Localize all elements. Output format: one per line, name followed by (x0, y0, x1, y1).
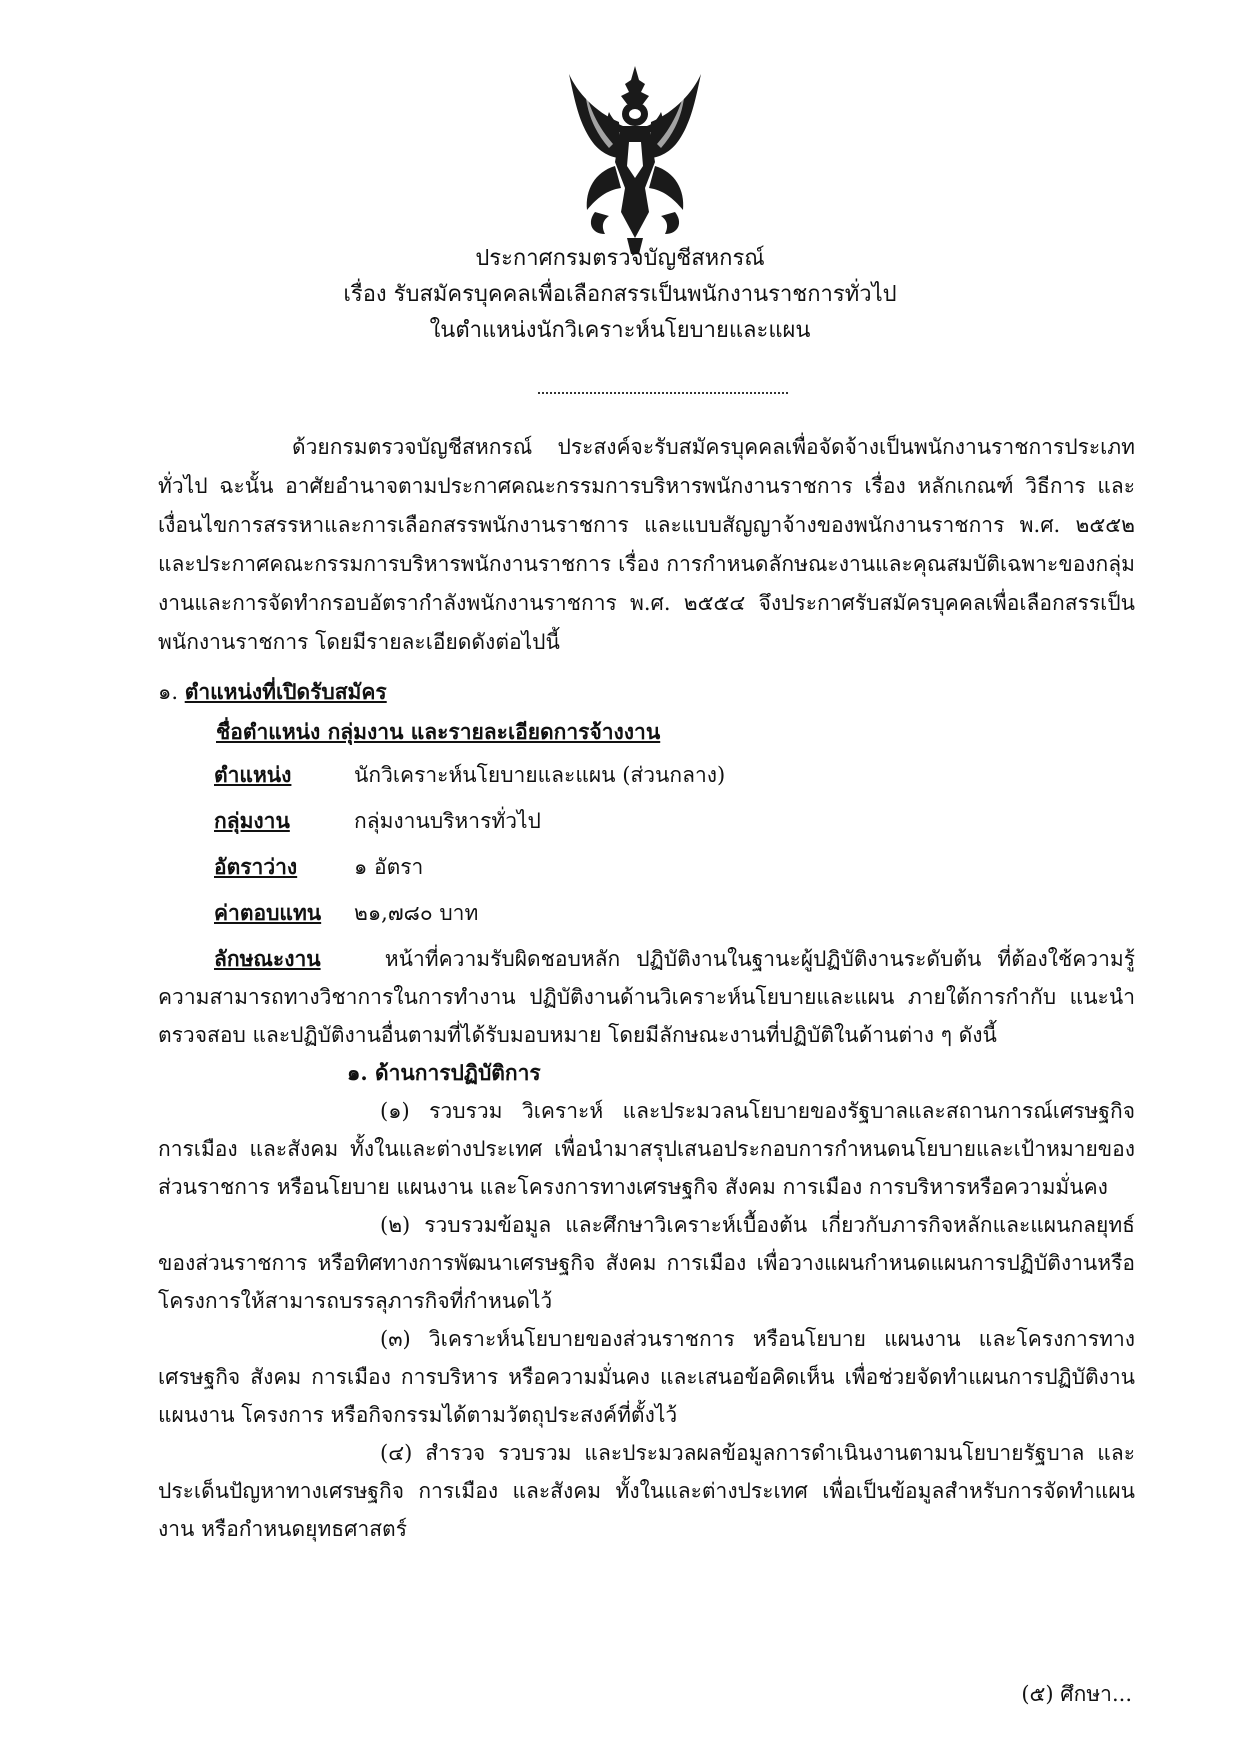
announcement-position: ในตำแหน่งนักวิเคราะห์นโยบายและแผน (429, 318, 811, 343)
field-label: กลุ่มงาน (214, 808, 290, 833)
garuda-emblem (565, 62, 705, 258)
field-salary (190, 890, 1135, 936)
duty-text: หน้าที่ความรับผิดชอบหลัก ปฏิบัติงานในฐานะผู้ปฏิบัติงานระดับต้น ที่ต้องใช้ความรู้ ความสามารถทางวิชาการในการทำงาน ปฏิบัติงานด้านวิเคราะห์นโยบายและแผน ภายใต้การกำกับ แนะนำ ตรวจสอบ และปฏิบัติงานอื่นตามที่ได้รับมอบหมาย โดยมีลักษณะงานที่ปฏิบัติในด้านต่าง ๆ ดังนี้ (158, 947, 1136, 1047)
duty-paragraph (158, 936, 1135, 1054)
intro-paragraph: ด้วยกรมตรวจบัญชีสหกรณ์ ประสงค์จะรับสมัครบุคคลเพื่อจัดจ้างเป็นพนักงานราชการประเภททั่วไป ฉะนั้น อาศัยอำนาจตามประกาศคณะกรรมการบริหารพนักงานราชการ เรื่อง หลักเกณฑ์ วิธีการ และเงื่อนไขการสรรหาและการเลือกสรรพนักงานราชการ และแบบสัญญาจ้างของพนักงานราชการ พ.ศ. ๒๕๕๒ และประกาศคณะกรรมการบริหารพนักงานราชการ เรื่อง การกำหนดลักษณะงานและคุณสมบัติเฉพาะของกลุ่มงานและการจัดทำกรอบอัตรากำลังพนักงานราชการ พ.ศ. ๒๕๕๔ จึงประกาศรับสมัครบุคคลเพื่อเลือกสรรเป็นพนักงานราชการ โดยมีรายละเอียดดังต่อไปนี้ (158, 435, 1135, 654)
page-continuation: (๕) ศึกษา... (1021, 1682, 1132, 1706)
field-label: อัตราว่าง (214, 854, 298, 879)
document-body (158, 428, 1136, 1548)
field-value: กลุ่มงานบริหารทั่วไป (354, 809, 541, 833)
duty-item: (๔) สำรวจ รวบรวม และประมวลผลข้อมูลการดำเนินงานตามนโยบายรัฐบาล และประเด็นปัญหาทางเศรษฐกิจ การเมือง และสังคม ทั้งในและต่างประเทศ เพื่อเป็นข้อมูลสำหรับการจัดทำแผนงาน หรือกำหนดยุทธศาสตร์ (158, 1441, 1135, 1541)
announcement-title: ประกาศกรมตรวจบัญชีสหกรณ์ (475, 246, 765, 271)
duty-item: (๑) รวบรวม วิเคราะห์ และประมวลนโยบายของรัฐบาลและสถานการณ์เศรษฐกิจ การเมือง และสังคม ทั้งในและต่างประเทศ เพื่อนำมาสรุปเสนอประกอบการกำหนดนโยบายและเป้าหมายของส่วนราชการ หรือนโยบาย แผนงาน และโครงการทางเศรษฐกิจ สังคม การเมือง การบริหารหรือความมั่นคง (158, 1099, 1135, 1199)
field-label: ตำแหน่ง (214, 762, 292, 787)
field-value: ๑ อัตรา (354, 855, 424, 879)
duty-item: (๓) วิเคราะห์นโยบายของส่วนราชการ หรือนโยบาย แผนงาน และโครงการทางเศรษฐกิจ สังคม การเมือง การบริหาร หรือความมั่นคง และเสนอข้อคิดเห็น เพื่อช่วยจัดทำแผนการปฏิบัติงาน แผนงาน โครงการ หรือกิจกรรมได้ตามวัตถุประสงค์ที่ตั้งไว้ (158, 1327, 1135, 1427)
field-group (190, 798, 1135, 844)
duty-item: (๒) รวบรวมข้อมูล และศึกษาวิเคราะห์เบื้องต้น เกี่ยวกับภารกิจหลักและแผนกลยุทธ์ของส่วนราชการ หรือทิศทางการพัฒนาเศรษฐกิจ สังคม การเมือง เพื่อวางแผนกำหนดแผนการปฏิบัติงานหรือโครงการให้สามารถบรรลุภารกิจที่กำหนดไว้ (158, 1213, 1135, 1313)
operation-heading: ๑. ด้านการปฏิบัติการ (347, 1060, 541, 1085)
section-subtitle: ชื่อตำแหน่ง กลุ่มงาน และรายละเอียดการจ้างงาน (216, 719, 661, 744)
duty-label: ลักษณะงาน (214, 946, 321, 971)
title-divider (538, 382, 788, 394)
field-value: ๒๑,๗๘๐ บาท (354, 901, 479, 925)
section-title: ตำแหน่งที่เปิดรับสมัคร (184, 679, 387, 704)
field-value: นักวิเคราะห์นโยบายและแผน (ส่วนกลาง) (354, 763, 726, 787)
section-heading (158, 672, 1135, 712)
field-label: ค่าตอบแทน (214, 900, 322, 925)
field-vacancy (190, 844, 1135, 890)
field-position (190, 752, 1135, 798)
announcement-subject: เรื่อง รับสมัครบุคคลเพื่อเลือกสรรเป็นพนักงานราชการทั่วไป (343, 282, 897, 307)
section-number: ๑. (158, 680, 179, 704)
